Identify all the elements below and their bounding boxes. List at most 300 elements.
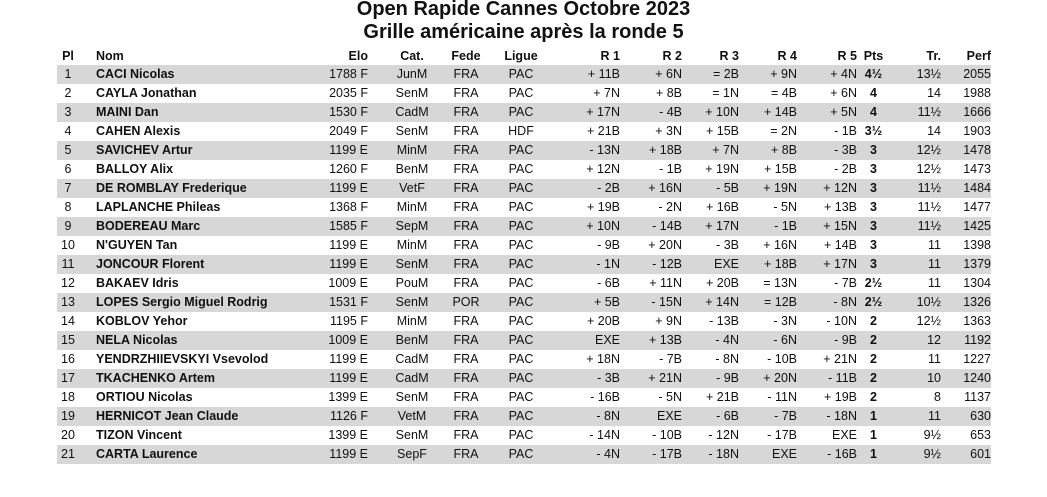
player-points: 2: [857, 331, 890, 350]
player-federation: FRA: [453, 124, 479, 138]
table-row: [57, 274, 991, 293]
player-elo: 1199 E: [322, 255, 368, 274]
round-4-result: + 19N: [739, 179, 797, 198]
round-3-result: - 5B: [682, 179, 739, 198]
player-performance: 1903: [963, 124, 991, 138]
round-3-result: + 10N: [682, 103, 739, 122]
player-league: PAC: [508, 352, 534, 366]
round-2-result: - 1B: [659, 162, 682, 176]
round-1-result: - 9B: [597, 238, 620, 252]
player-federation: FRA: [453, 162, 479, 176]
table-row: [57, 84, 991, 103]
round-2-result: - 4B: [620, 103, 682, 122]
player-league: PAC: [508, 276, 534, 290]
player-federation: FRA: [453, 200, 479, 214]
round-4-result: EXE: [739, 445, 797, 464]
player-federation: POR: [440, 293, 492, 312]
player-tiebreak: 12½: [916, 314, 941, 328]
player-federation: FRA: [453, 238, 479, 252]
player-tiebreak: 11½: [890, 103, 941, 122]
round-5-result: + 19B: [823, 390, 857, 404]
player-tiebreak: 11½: [890, 217, 941, 236]
player-federation: FRA: [440, 179, 492, 198]
table-row: [57, 141, 991, 160]
round-5-result: + 12N: [797, 179, 857, 198]
player-federation: FRA: [440, 65, 492, 84]
player-name: KOBLOV Yehor: [96, 314, 188, 328]
round-4-result: - 5N: [773, 200, 797, 214]
player-points: 3: [870, 162, 877, 176]
player-name: JONCOUR Florent: [96, 255, 322, 274]
player-place: 13: [57, 293, 79, 312]
round-2-result: + 18B: [620, 141, 682, 160]
player-points: 2½: [857, 293, 890, 312]
player-tiebreak: 12½: [890, 141, 941, 160]
player-elo: 1585 F: [322, 217, 368, 236]
round-5-result: + 14B: [823, 238, 857, 252]
round-4-result: - 3N: [773, 314, 797, 328]
player-points: 2½: [864, 276, 883, 290]
player-name: LOPES Sergio Miguel Rodrig: [96, 293, 322, 312]
round-5-result: + 13B: [823, 200, 857, 214]
standings-table: [57, 48, 991, 464]
player-league: PAC: [508, 428, 534, 442]
player-place: 2: [64, 86, 72, 100]
player-points: 4½: [857, 65, 890, 84]
player-performance: 1363: [963, 314, 991, 328]
player-performance: 1666: [941, 103, 991, 122]
round-1-result: + 18N: [586, 352, 620, 366]
player-category: SenM: [384, 293, 440, 312]
round-4-result: = 13N: [763, 276, 797, 290]
player-performance: 1304: [963, 276, 991, 290]
col-header-pl: Pl: [62, 49, 74, 63]
table-row: [57, 236, 991, 255]
table-row: [57, 369, 991, 388]
player-elo: 1199 E: [322, 369, 368, 388]
round-2-result: + 3N: [655, 124, 682, 138]
player-federation: FRA: [440, 103, 492, 122]
player-place: 14: [61, 314, 75, 328]
player-category: SenM: [384, 255, 440, 274]
player-elo: 1199 E: [322, 445, 368, 464]
player-tiebreak: 14: [927, 86, 941, 100]
round-4-result: = 4B: [770, 86, 797, 100]
round-3-result: + 7N: [682, 141, 739, 160]
player-place: 16: [61, 352, 75, 366]
table-row: [57, 103, 991, 122]
round-4-result: + 14B: [739, 103, 797, 122]
round-4-result: = 12B: [739, 293, 797, 312]
round-5-result: + 21N: [823, 352, 857, 366]
round-1-result: - 6B: [597, 276, 620, 290]
player-category: MinM: [384, 141, 440, 160]
player-performance: 1379: [941, 255, 991, 274]
player-tiebreak: 8: [934, 390, 941, 404]
player-name: CARTA Laurence: [96, 445, 322, 464]
player-points: 3: [870, 200, 877, 214]
round-5-result: - 9B: [797, 331, 857, 350]
round-1-result: + 17N: [550, 103, 620, 122]
round-3-result: + 20B: [705, 276, 739, 290]
player-name: N'GUYEN Tan: [96, 238, 178, 252]
round-2-result: + 20N: [648, 238, 682, 252]
round-2-result: + 6N: [620, 65, 682, 84]
player-performance: 1326: [941, 293, 991, 312]
round-4-result: + 8B: [739, 141, 797, 160]
player-league: PAC: [492, 103, 550, 122]
player-place: 9: [57, 217, 79, 236]
player-name: ORTIOU Nicolas: [96, 390, 193, 404]
player-category: SenM: [395, 124, 429, 138]
page-title: Open Rapide Cannes Octobre 2023: [356, 0, 691, 20]
player-elo: 1199 E: [322, 141, 368, 160]
player-elo: 1531 F: [322, 293, 368, 312]
player-league: PAC: [492, 255, 550, 274]
player-name: TKACHENKO Artem: [96, 369, 322, 388]
player-points: 3: [857, 141, 890, 160]
player-elo: 1260 F: [329, 162, 368, 176]
round-3-result: + 17N: [682, 217, 739, 236]
round-3-result: + 14N: [682, 293, 739, 312]
player-category: SepF: [384, 445, 440, 464]
player-federation: FRA: [440, 255, 492, 274]
player-category: MinM: [396, 238, 428, 252]
player-performance: 1484: [941, 179, 991, 198]
player-points: 3: [857, 179, 890, 198]
round-3-result: + 21B: [705, 390, 739, 404]
round-5-result: EXE: [831, 428, 857, 442]
round-3-result: EXE: [682, 255, 739, 274]
player-federation: FRA: [440, 141, 492, 160]
round-2-result: + 9N: [655, 314, 682, 328]
player-performance: 1988: [963, 86, 991, 100]
player-elo: 1788 F: [322, 65, 368, 84]
player-place: 7: [57, 179, 79, 198]
table-row: [57, 312, 991, 331]
table-row: [57, 65, 991, 84]
player-points: 3: [857, 255, 890, 274]
round-1-result: - 8N: [550, 407, 620, 426]
player-points: 3: [857, 217, 890, 236]
round-3-result: - 13B: [709, 314, 739, 328]
round-2-result: - 15N: [620, 293, 682, 312]
player-elo: 1009 E: [328, 276, 368, 290]
table-row: [57, 407, 991, 426]
player-tiebreak: 11½: [890, 179, 941, 198]
table-row: [57, 122, 991, 141]
player-league: PAC: [508, 314, 534, 328]
round-4-result: + 18B: [739, 255, 797, 274]
player-elo: 1199 E: [322, 179, 368, 198]
player-tiebreak: 12: [890, 331, 941, 350]
player-tiebreak: 10½: [890, 293, 941, 312]
player-name: CAYLA Jonathan: [96, 86, 197, 100]
round-5-result: - 8N: [797, 293, 857, 312]
col-header-elo: Elo: [348, 49, 368, 63]
player-performance: 1477: [963, 200, 991, 214]
player-points: 4: [870, 86, 877, 100]
round-1-result: + 12N: [586, 162, 620, 176]
col-header-nom: Nom: [96, 49, 124, 63]
player-elo: 1199 E: [329, 238, 368, 252]
player-name: TIZON Vincent: [96, 428, 182, 442]
table-row: [57, 198, 991, 217]
player-tiebreak: 11: [928, 238, 941, 252]
round-4-result: - 17B: [767, 428, 797, 442]
col-header-cat: Cat.: [400, 49, 424, 63]
player-name: CAHEN Alexis: [96, 124, 181, 138]
player-points: 2: [857, 369, 890, 388]
round-4-result: + 16N: [763, 238, 797, 252]
player-points: 2: [870, 352, 877, 366]
player-performance: 1478: [941, 141, 991, 160]
round-3-result: + 19N: [705, 162, 739, 176]
player-tiebreak: 9½: [923, 428, 941, 442]
round-2-result: - 14B: [620, 217, 682, 236]
col-header-pts: Pts: [863, 49, 884, 63]
player-category: CadM: [384, 103, 440, 122]
player-federation: FRA: [453, 276, 479, 290]
player-elo: 1009 E: [322, 331, 368, 350]
player-performance: 1137: [964, 390, 991, 404]
round-1-result: - 13N: [550, 141, 620, 160]
player-federation: FRA: [440, 217, 492, 236]
player-league: PAC: [508, 86, 534, 100]
player-league: PAC: [508, 200, 534, 214]
round-1-result: - 16B: [590, 390, 620, 404]
player-elo: 1530 F: [322, 103, 368, 122]
round-5-result: + 15N: [797, 217, 857, 236]
player-league: PAC: [492, 445, 550, 464]
player-name: HERNICOT Jean Claude: [96, 407, 322, 426]
round-4-result: - 11N: [767, 390, 797, 404]
player-federation: FRA: [440, 331, 492, 350]
player-category: VetF: [384, 179, 440, 198]
player-federation: FRA: [440, 369, 492, 388]
player-points: 3: [870, 238, 877, 252]
round-2-result: + 11N: [649, 276, 682, 290]
round-5-result: - 7B: [834, 276, 857, 290]
player-place: 5: [57, 141, 79, 160]
player-category: SenM: [395, 390, 429, 404]
player-place: 18: [61, 390, 75, 404]
player-category: CadM: [384, 369, 440, 388]
player-league: PAC: [492, 217, 550, 236]
round-4-result: - 1B: [739, 217, 797, 236]
player-tiebreak: 11: [890, 407, 941, 426]
player-league: PAC: [492, 179, 550, 198]
round-5-result: + 6N: [830, 86, 857, 100]
col-header-r4: R 4: [777, 49, 797, 63]
round-4-result: + 9N: [739, 65, 797, 84]
round-5-result: + 5N: [797, 103, 857, 122]
player-place: 11: [57, 255, 79, 274]
round-3-result: = 1N: [712, 86, 739, 100]
player-place: 3: [57, 103, 79, 122]
player-league: PAC: [492, 65, 550, 84]
player-federation: FRA: [453, 86, 479, 100]
round-5-result: - 1B: [834, 124, 857, 138]
player-tiebreak: 11½: [917, 200, 941, 214]
round-5-result: - 16B: [797, 445, 857, 464]
player-points: 1: [857, 407, 890, 426]
player-tiebreak: 9½: [890, 445, 941, 464]
player-tiebreak: 13½: [890, 65, 941, 84]
player-performance: 1398: [963, 238, 991, 252]
round-1-result: + 20B: [586, 314, 620, 328]
player-performance: 653: [970, 428, 991, 442]
player-place: 12: [61, 276, 75, 290]
player-category: CadM: [395, 352, 429, 366]
player-place: 10: [61, 238, 75, 252]
player-place: 19: [57, 407, 79, 426]
player-category: VetM: [384, 407, 440, 426]
round-4-result: + 20N: [739, 369, 797, 388]
col-header-ligue: Ligue: [504, 49, 538, 63]
player-elo: 1126 F: [322, 407, 368, 426]
player-performance: 2055: [941, 65, 991, 84]
player-place: 17: [57, 369, 79, 388]
player-name: MAINI Dan: [96, 103, 322, 122]
round-1-result: - 3B: [550, 369, 620, 388]
round-5-result: - 10N: [826, 314, 857, 328]
player-category: BenM: [395, 162, 429, 176]
round-2-result: + 21N: [620, 369, 682, 388]
round-4-result: - 6N: [739, 331, 797, 350]
player-performance: 1192: [941, 331, 991, 350]
player-category: MinM: [396, 314, 428, 328]
round-4-result: = 2N: [770, 124, 797, 138]
player-league: PAC: [492, 369, 550, 388]
player-tiebreak: 11: [928, 352, 941, 366]
player-performance: 630: [941, 407, 991, 426]
player-points: 2: [870, 314, 877, 328]
player-place: 4: [64, 124, 72, 138]
round-2-result: - 2N: [658, 200, 682, 214]
player-federation: FRA: [453, 314, 479, 328]
table-row: [57, 255, 991, 274]
player-category: JunM: [384, 65, 440, 84]
round-5-result: - 18N: [797, 407, 857, 426]
round-4-result: - 7B: [739, 407, 797, 426]
player-category: SepM: [384, 217, 440, 236]
player-league: PAC: [492, 331, 550, 350]
round-3-result: - 4N: [682, 331, 739, 350]
player-elo: 1368 F: [329, 200, 368, 214]
player-performance: 1425: [941, 217, 991, 236]
col-header-perf: Perf: [966, 49, 991, 63]
player-name: YENDRZHIIEVSKYI Vsevolod: [96, 352, 269, 366]
col-header-r3: R 3: [719, 49, 739, 63]
round-3-result: - 8N: [715, 352, 739, 366]
player-place: 21: [57, 445, 79, 464]
player-points: 1: [870, 428, 877, 442]
round-5-result: - 3B: [797, 141, 857, 160]
player-performance: 601: [941, 445, 991, 464]
player-elo: 1399 E: [328, 390, 368, 404]
player-points: 4: [857, 103, 890, 122]
round-3-result: + 15B: [705, 124, 739, 138]
round-4-result: + 15B: [763, 162, 797, 176]
player-tiebreak: 11: [890, 255, 941, 274]
round-5-result: - 11B: [797, 369, 857, 388]
round-2-result: EXE: [620, 407, 682, 426]
player-elo: 1195 F: [330, 314, 368, 328]
round-2-result: + 8B: [655, 86, 682, 100]
player-elo: 2049 F: [329, 124, 368, 138]
player-performance: 1240: [941, 369, 991, 388]
col-header-tr: Tr.: [926, 49, 941, 63]
round-3-result: - 3B: [716, 238, 739, 252]
round-3-result: + 16B: [705, 200, 739, 214]
round-3-result: = 2B: [682, 65, 739, 84]
round-2-result: + 16N: [620, 179, 682, 198]
col-header-r1: R 1: [600, 49, 620, 63]
player-tiebreak: 14: [927, 124, 941, 138]
player-elo: 1399 E: [328, 428, 368, 442]
player-category: SenM: [395, 428, 429, 442]
player-tiebreak: 11: [928, 276, 941, 290]
round-1-result: - 14N: [589, 428, 620, 442]
round-1-result: + 5B: [550, 293, 620, 312]
table-row: [57, 388, 991, 407]
player-place: 1: [57, 65, 79, 84]
player-league: PAC: [508, 390, 534, 404]
player-name: BODEREAU Marc: [96, 217, 322, 236]
table-row: [57, 331, 991, 350]
player-federation: FRA: [440, 407, 492, 426]
table-row: [57, 445, 991, 464]
header-row: [57, 48, 991, 65]
round-1-result: - 1N: [550, 255, 620, 274]
col-header-r5: R 5: [837, 49, 857, 63]
player-name: DE ROMBLAY Frederique: [96, 179, 322, 198]
player-name: CACI Nicolas: [96, 65, 322, 84]
player-league: PAC: [508, 238, 534, 252]
round-1-result: + 10N: [550, 217, 620, 236]
round-2-result: - 17B: [620, 445, 682, 464]
player-place: 8: [64, 200, 72, 214]
player-name: LAPLANCHE Phileas: [96, 200, 221, 214]
player-tiebreak: 12½: [916, 162, 941, 176]
player-performance: 1473: [963, 162, 991, 176]
player-league: HDF: [508, 124, 534, 138]
player-league: PAC: [492, 293, 550, 312]
player-elo: 2035 F: [329, 86, 368, 100]
player-points: 2: [870, 390, 877, 404]
table-row: [57, 179, 991, 198]
round-1-result: + 7N: [593, 86, 620, 100]
table-row: [57, 293, 991, 312]
table-row: [57, 350, 991, 369]
player-place: 15: [57, 331, 79, 350]
player-category: BenM: [384, 331, 440, 350]
player-elo: 1199 E: [329, 352, 368, 366]
round-3-result: - 12N: [708, 428, 739, 442]
round-1-result: EXE: [550, 331, 620, 350]
round-3-result: - 18N: [682, 445, 739, 464]
player-federation: FRA: [440, 445, 492, 464]
round-5-result: + 17N: [797, 255, 857, 274]
player-federation: FRA: [453, 428, 479, 442]
round-4-result: - 10B: [767, 352, 797, 366]
round-3-result: - 6B: [682, 407, 739, 426]
player-league: PAC: [492, 141, 550, 160]
table-row: [57, 217, 991, 236]
player-performance: 1227: [963, 352, 991, 366]
table-row: [57, 426, 991, 445]
